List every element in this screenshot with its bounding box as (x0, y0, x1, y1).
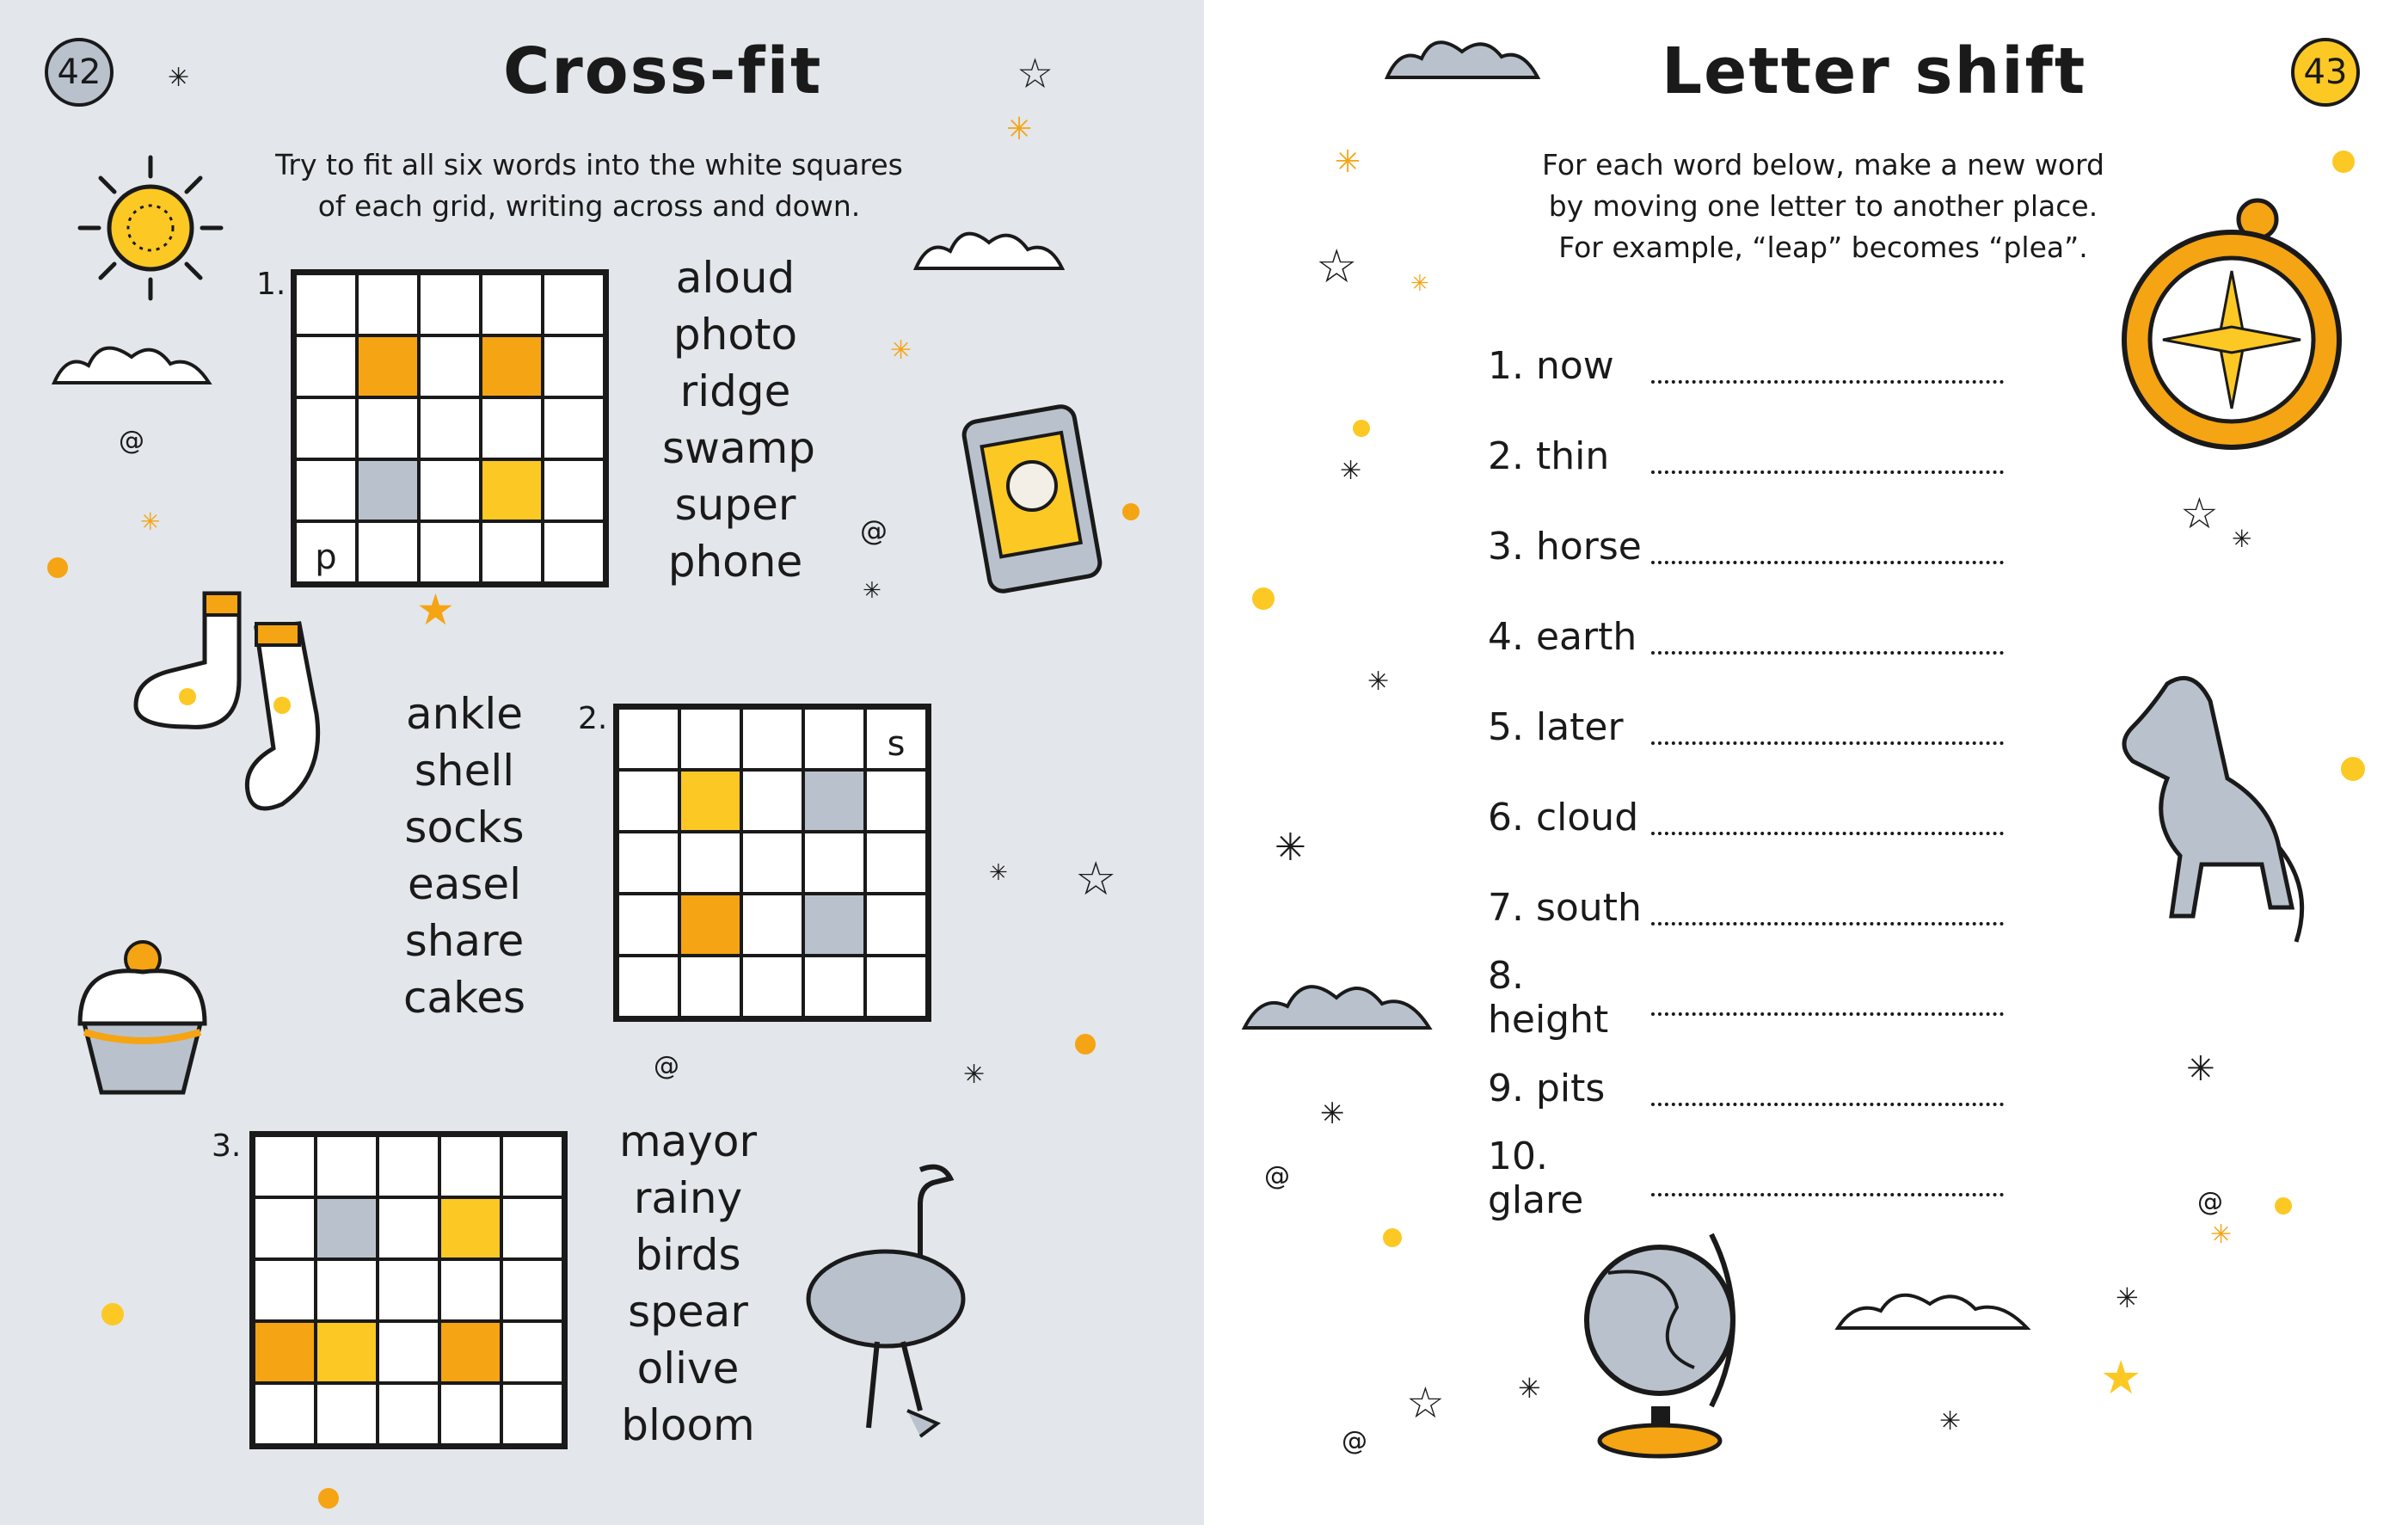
grid-cell[interactable] (741, 956, 803, 1018)
answer-line[interactable] (1651, 363, 2004, 384)
letter-shift-word: 5. later (1488, 704, 1624, 749)
letter-shift-item (1488, 882, 2004, 933)
globe-icon (1574, 1221, 1754, 1462)
word-list-item: super (674, 480, 796, 530)
grid-cell[interactable] (543, 521, 605, 583)
shaded-cell (316, 1321, 378, 1383)
answer-line[interactable] (1651, 995, 2004, 1016)
grid-cell[interactable] (501, 1259, 563, 1321)
grid-cell[interactable] (357, 274, 419, 335)
dot-icon (2275, 1197, 2292, 1214)
word-list-item: rainy (633, 1173, 743, 1223)
grid-cell[interactable] (865, 894, 927, 956)
word-list-item: olive (636, 1344, 740, 1393)
shaded-cell (803, 894, 865, 956)
answer-line[interactable] (1651, 1085, 2004, 1106)
sparkle-icon: ✳ (1340, 456, 1362, 486)
word-list-item: swamp (662, 423, 816, 473)
puzzle-2-grid[interactable] (613, 704, 931, 1022)
instructions-right (1531, 145, 2116, 268)
grid-cell[interactable] (501, 1197, 563, 1259)
shaded-cell (357, 335, 419, 397)
grid-cell[interactable] (679, 956, 741, 1018)
dot-icon (1353, 420, 1370, 437)
grid-cell[interactable] (803, 832, 865, 894)
grid-cell[interactable] (501, 1321, 563, 1383)
letter-shift-item (1488, 430, 2004, 482)
sparkle-icon: ✳ (1939, 1406, 1962, 1436)
answer-line[interactable] (1651, 815, 2004, 835)
grid-cell[interactable] (617, 956, 679, 1018)
grid-cell[interactable] (543, 335, 605, 397)
dot-icon (1383, 1228, 1402, 1247)
letter-shift-item (1488, 701, 2004, 753)
shaded-cell (357, 459, 419, 521)
grid-cell[interactable] (439, 1259, 501, 1321)
word-list-item: cakes (402, 973, 526, 1023)
grid-cell[interactable] (741, 894, 803, 956)
shaded-cell (439, 1321, 501, 1383)
grid-cell[interactable] (419, 274, 481, 335)
dot-icon (1252, 587, 1275, 610)
socks-icon (110, 576, 359, 826)
page-title-left: Cross-fit (503, 34, 823, 108)
right-page (1204, 0, 2408, 1525)
instruction-line-1: For each word below, make a new word (1542, 148, 2104, 181)
grid-cell[interactable] (439, 1383, 501, 1445)
sparkle-icon: ✳ (989, 860, 1008, 886)
dot-icon (318, 1488, 339, 1509)
grid-cell[interactable] (865, 770, 927, 832)
grid-cell[interactable] (481, 521, 543, 583)
grid-cell[interactable] (316, 1259, 378, 1321)
word-list-item: birds (635, 1230, 741, 1280)
spiral-icon: @ (1342, 1426, 1367, 1456)
spiral-icon: @ (654, 1051, 679, 1081)
shaded-cell (481, 335, 543, 397)
dot-icon (1122, 503, 1140, 520)
sparkle-icon: ✳ (2210, 1220, 2233, 1250)
star-icon: ☆ (1406, 1378, 1445, 1428)
grid-cell[interactable] (741, 770, 803, 832)
shaded-cell (439, 1197, 501, 1259)
letter-shift-word: 10. glare (1488, 1135, 1584, 1222)
shaded-cell (254, 1321, 316, 1383)
grid-cell[interactable] (378, 1321, 439, 1383)
page-number-right: 43 (2291, 38, 2360, 107)
letter-shift-item (1488, 340, 2004, 391)
grid-cell[interactable] (295, 459, 357, 521)
sparkle-icon: ✳ (863, 578, 882, 604)
grid-cell[interactable] (803, 708, 865, 770)
word-list-item: shell (414, 746, 515, 796)
grid-cell[interactable] (419, 335, 481, 397)
dot-icon (2332, 151, 2355, 173)
compass-icon (2111, 185, 2352, 460)
grid-cell[interactable] (316, 1383, 378, 1445)
letter-shift-word: 3. horse (1488, 524, 1642, 569)
word-list-item: phone (667, 537, 803, 587)
word-list-item: easel (407, 859, 522, 909)
grid-cell[interactable] (254, 1135, 316, 1197)
grid-cell[interactable] (617, 894, 679, 956)
puzzle-2-word-list (396, 686, 533, 1026)
word-list-item: mayor (618, 1116, 758, 1166)
page-title-right: Letter shift (1662, 34, 2087, 108)
grid-cell[interactable] (295, 397, 357, 459)
page-number-left: 42 (45, 38, 114, 107)
grid-cell[interactable] (617, 770, 679, 832)
shaded-cell (679, 894, 741, 956)
star-icon: ☆ (1316, 239, 1358, 293)
word-list-item: socks (404, 802, 525, 852)
instruction-line-3: For example, “leap” becomes “plea”. (1558, 231, 2088, 264)
spiral-icon: @ (1264, 1161, 1290, 1191)
sparkle-icon: ✳ (1320, 1097, 1345, 1131)
puzzle-2-label: 2. (578, 701, 608, 736)
grid-cell[interactable] (501, 1383, 563, 1445)
grid-cell[interactable] (295, 274, 357, 335)
cloud-icon (50, 331, 213, 391)
answer-line[interactable] (1651, 724, 2004, 745)
grid-cell[interactable] (501, 1135, 563, 1197)
star-icon: ☆ (1075, 852, 1117, 906)
dot-icon (47, 557, 68, 578)
word-list-item: bloom (621, 1400, 755, 1450)
grid-cell[interactable] (543, 274, 605, 335)
word-list-item: spear (628, 1287, 748, 1337)
grid-cell[interactable] (378, 1197, 439, 1259)
puzzle-3-grid[interactable] (249, 1131, 568, 1449)
star-icon: ★ (416, 585, 455, 635)
grid-cell[interactable] (741, 708, 803, 770)
sparkle-icon: ✳ (1275, 826, 1306, 870)
grid-cell[interactable] (254, 1383, 316, 1445)
shaded-cell (679, 770, 741, 832)
grid-cell[interactable] (316, 1135, 378, 1197)
word-list-item: ankle (406, 689, 523, 739)
answer-line[interactable] (1651, 544, 2004, 564)
word-list-item: aloud (675, 253, 796, 303)
sparkle-icon: ✳ (1006, 112, 1033, 147)
spiral-icon: @ (860, 514, 888, 547)
grid-cell[interactable]: p (295, 521, 357, 583)
grid-cell[interactable] (419, 459, 481, 521)
sparkle-icon: ✳ (140, 507, 161, 536)
sparkle-icon: ✳ (1367, 667, 1390, 697)
star-icon: ☆ (2180, 489, 2219, 538)
grid-cell[interactable] (419, 397, 481, 459)
puzzle-1-label: 1. (256, 267, 286, 302)
sparkle-icon: ✳ (2232, 525, 2252, 553)
spiral-icon: @ (2197, 1187, 2223, 1217)
sun-icon (73, 151, 228, 305)
dot-icon (101, 1303, 124, 1325)
sparkle-icon: ✳ (890, 335, 912, 366)
letter-shift-word: 7. south (1488, 885, 1642, 930)
answer-line[interactable] (1651, 453, 2004, 474)
puzzle-3-label: 3. (212, 1128, 242, 1164)
cupcake-icon (67, 912, 218, 1101)
word-list-item: ridge (679, 366, 791, 416)
grid-cell[interactable] (419, 521, 481, 583)
cloud-icon (1383, 26, 1542, 84)
grid-cell[interactable] (865, 956, 927, 1018)
grid-cell[interactable] (679, 708, 741, 770)
sparkle-icon: ✳ (963, 1060, 986, 1090)
sparkle-icon: ✳ (1335, 145, 1361, 180)
shaded-cell (803, 770, 865, 832)
grid-cell[interactable] (617, 832, 679, 894)
dot-icon (1075, 1034, 1096, 1055)
grid-cell[interactable] (865, 832, 927, 894)
grid-cell[interactable] (357, 521, 419, 583)
grid-cell[interactable] (481, 397, 543, 459)
spiral-icon: @ (119, 426, 144, 456)
answer-line[interactable] (1651, 634, 2004, 655)
word-list-item: share (404, 916, 525, 966)
letter-shift-item (1488, 954, 2004, 1042)
letter-shift-word: 9. pits (1488, 1066, 1606, 1110)
cloud-icon (1834, 1275, 2031, 1335)
star-icon: ☆ (1017, 50, 1054, 98)
grid-cell[interactable] (679, 832, 741, 894)
puzzle-1-word-list (662, 249, 816, 590)
grid-cell[interactable] (254, 1197, 316, 1259)
grid-cell[interactable] (741, 832, 803, 894)
sparkle-icon: ✳ (2186, 1049, 2215, 1089)
grid-cell[interactable] (439, 1135, 501, 1197)
shaded-cell (316, 1197, 378, 1259)
grid-cell[interactable] (617, 708, 679, 770)
grid-cell[interactable] (378, 1259, 439, 1321)
star-icon: ★ (2100, 1350, 2142, 1405)
puzzle-3-word-list (611, 1113, 765, 1454)
letter-shift-word: 8. height (1488, 954, 1609, 1042)
instruction-line-2: by moving one letter to another place. (1548, 189, 2098, 223)
ostrich-icon (791, 1153, 989, 1445)
instructions-left: Try to fit all six words into the white squares of each grid, writing across and down. (275, 148, 903, 223)
letter-shift-item (1488, 520, 2004, 572)
letter-shift-item (1488, 791, 2004, 843)
sparkle-icon: ✳ (168, 63, 190, 93)
grid-cell[interactable] (803, 956, 865, 1018)
sparkle-icon: ✳ (2116, 1282, 2139, 1314)
sparkle-icon: ✳ (1410, 271, 1429, 297)
letter-shift-item (1488, 1135, 2004, 1222)
answer-line[interactable] (1651, 1176, 2004, 1196)
grid-cell[interactable] (481, 274, 543, 335)
horse-icon (2098, 649, 2322, 968)
grid-cell[interactable] (543, 397, 605, 459)
letter-shift-word: 2. thin (1488, 434, 1610, 478)
letter-shift-word: 6. cloud (1488, 795, 1639, 839)
grid-cell[interactable] (295, 335, 357, 397)
answer-line[interactable] (1651, 905, 2004, 925)
puzzle-1-grid[interactable] (291, 269, 609, 587)
grid-cell[interactable]: s (865, 708, 927, 770)
letter-shift-item (1488, 611, 2004, 662)
grid-cell[interactable] (378, 1383, 439, 1445)
sparkle-icon: ✳ (1518, 1372, 1541, 1405)
dot-icon (2341, 757, 2365, 781)
smartphone-icon (959, 370, 1114, 593)
cloud-icon (912, 217, 1066, 277)
grid-cell[interactable] (543, 459, 605, 521)
word-list-item: photo (673, 310, 798, 360)
grid-cell[interactable] (357, 397, 419, 459)
letter-shift-item (1488, 1062, 2004, 1114)
grid-cell[interactable] (378, 1135, 439, 1197)
grid-cell[interactable] (254, 1259, 316, 1321)
shaded-cell (481, 459, 543, 521)
letter-shift-word: 1. now (1488, 343, 1614, 388)
letter-shift-word: 4. earth (1488, 614, 1637, 659)
cloud-icon (1240, 968, 1434, 1036)
